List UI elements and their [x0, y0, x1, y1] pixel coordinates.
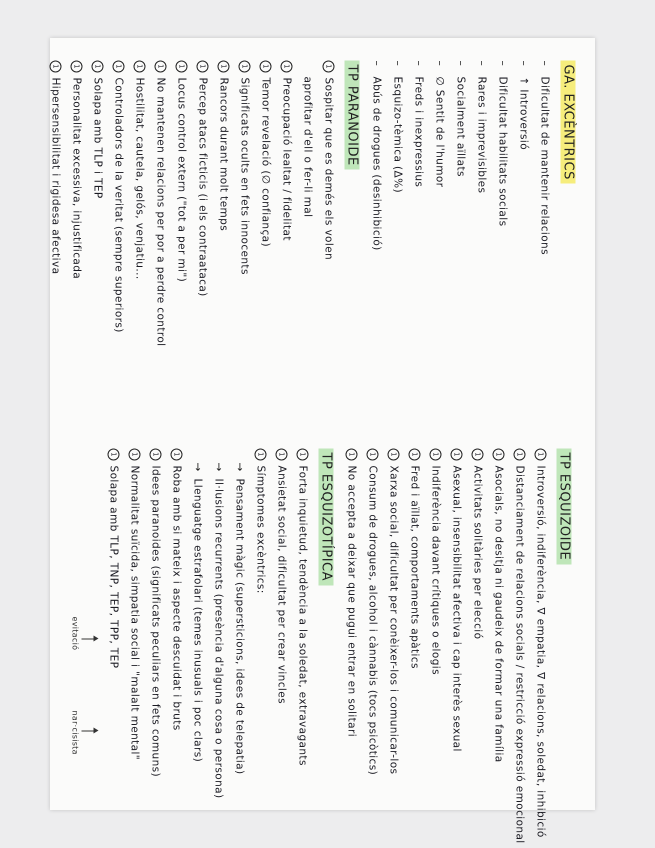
- list-item: →Llenguatge estrafolari (temes inusuals i poc clars): [191, 462, 203, 763]
- list-excentrics: [365, 61, 554, 256]
- list-item: 1No mantenen relacions per por a perdre control: [149, 61, 170, 347]
- list-item: 1Símptomes excèntrics:: [249, 449, 270, 799]
- list-item: 1Roba amb si mateix i aspecte descuidat i bruts: [165, 449, 186, 799]
- list-item: 1Controladors de la veritat (sempre superiors): [107, 61, 128, 347]
- list-esquizoide: [340, 449, 550, 844]
- list-item: 1Significats ocults en fets innocents: [233, 61, 254, 347]
- section-title-esquizotipica: TP ESQUIZOTÍPICA: [318, 449, 333, 586]
- list-item: 1Fred i aïllat, comportaments apàtics: [403, 449, 424, 844]
- list-item: 1No accepta a deixar que pugui entrar en solitari: [340, 449, 361, 844]
- section-excentrics: [365, 61, 579, 256]
- list-item: 1Locus control extern ("tot a per mi"): [170, 61, 191, 347]
- list-item: 1Ansietat social, dificultat per crear vincles: [270, 449, 291, 799]
- rotated-writing-area: [49, 39, 595, 844]
- list-esquizotipica: [102, 449, 312, 799]
- arrow-up-icon: [81, 639, 95, 640]
- list-item: 1Percep atacs ficticis (i els contraataca): [191, 61, 212, 347]
- list-item: 1Hostilitat, cautela, gelós, venjatiu...: [128, 61, 149, 347]
- list-item: 1Forta inquietud, tendència a la soledat, extravagants: [291, 449, 312, 799]
- list-item: 1Normalitat suïcida, simpatia social i "malalt mental": [123, 449, 144, 799]
- section-title-excentrics: GA. EXCÈNTRICS: [560, 61, 575, 184]
- list-item: 1Rancors durant molt temps: [212, 61, 233, 347]
- list-item: 1Consum de drogues, alcohol i cànnabis (tocs psicòtics): [361, 449, 382, 844]
- section-esquizoide: [340, 449, 575, 844]
- list-item: –Rares i imprevisibles: [475, 60, 487, 194]
- list-paranoide: [44, 61, 338, 347]
- list-item: 1Indiferència davant crítiques o elogis: [424, 449, 445, 844]
- annotation-right: nar·cisista: [70, 710, 79, 755]
- list-item: 1Asexual, insensibilitat afectiva i cap interès sexual: [445, 449, 466, 844]
- list-item: –Esquizo-tèmica (Δ%): [391, 60, 403, 193]
- section-paranoide: [44, 61, 363, 347]
- list-item: 1Solapa amb TLP i TEP: [86, 61, 107, 347]
- list-item: –Dificultat habilitats socials: [496, 60, 508, 227]
- list-item: –∅ Sentit de l'humor: [433, 60, 445, 188]
- list-item: 1Personalitat excessiva, injustificada: [65, 61, 86, 347]
- list-item: 1Sospitar que es demés els volen: [317, 61, 338, 347]
- paper-sheet: [49, 38, 595, 844]
- list-item: –Socialment aïllats: [454, 60, 466, 177]
- list-item: 1Temor revelació (∅ confiança): [254, 61, 275, 347]
- arrow-up-icon: [81, 731, 95, 732]
- list-item: 1Introversió, indiferència, ∇ empatia, ∇ relacions, soledat, inhibició: [529, 449, 550, 844]
- list-item: 1Idees paranoides (significats peculiars en fets comuns): [144, 449, 165, 799]
- section-title-esquizoide: TP ESQUIZOIDE: [556, 449, 571, 565]
- list-item: –Freds i inexpressius: [412, 60, 424, 188]
- list-item: 1Hipersensibilitat i rigidesa afectiva: [44, 61, 65, 347]
- list-item: –Dificultat de mantenir relacions: [538, 60, 550, 255]
- list-item: 1Solapa amb TLP, TNP, TEP, TPP, TEP: [102, 449, 123, 799]
- list-item: –Abús de drogues (desinhibició): [370, 60, 382, 251]
- list-item: –↑ Introversió: [517, 60, 529, 151]
- section-title-paranoide: TP PARANOIDE: [344, 61, 359, 170]
- list-item: 1Asocials, no desitja ni gaudeix de formar una família: [487, 449, 508, 844]
- list-item: aprofitar d'ell o fer-li mal: [301, 76, 313, 218]
- list-item: →Il·lusions recurrents (presència d'alguna cosa o persona): [212, 462, 224, 799]
- annotation-left: evitació: [70, 616, 79, 651]
- list-item: 1Xarxa social, dificultat per conèixer-los i comunicar-los: [382, 449, 403, 844]
- list-item: 1Activitats solitàries per elecció: [466, 449, 487, 844]
- section-esquizotipica: [70, 449, 337, 799]
- list-item: 1Preocupació lealtat / fidelitat: [275, 61, 296, 347]
- list-item: 1Distanciament de relacions socials / restricció expressió emocional: [508, 449, 529, 844]
- list-item: →Pensament màgic (supersticions, idees de telepatia): [233, 462, 245, 775]
